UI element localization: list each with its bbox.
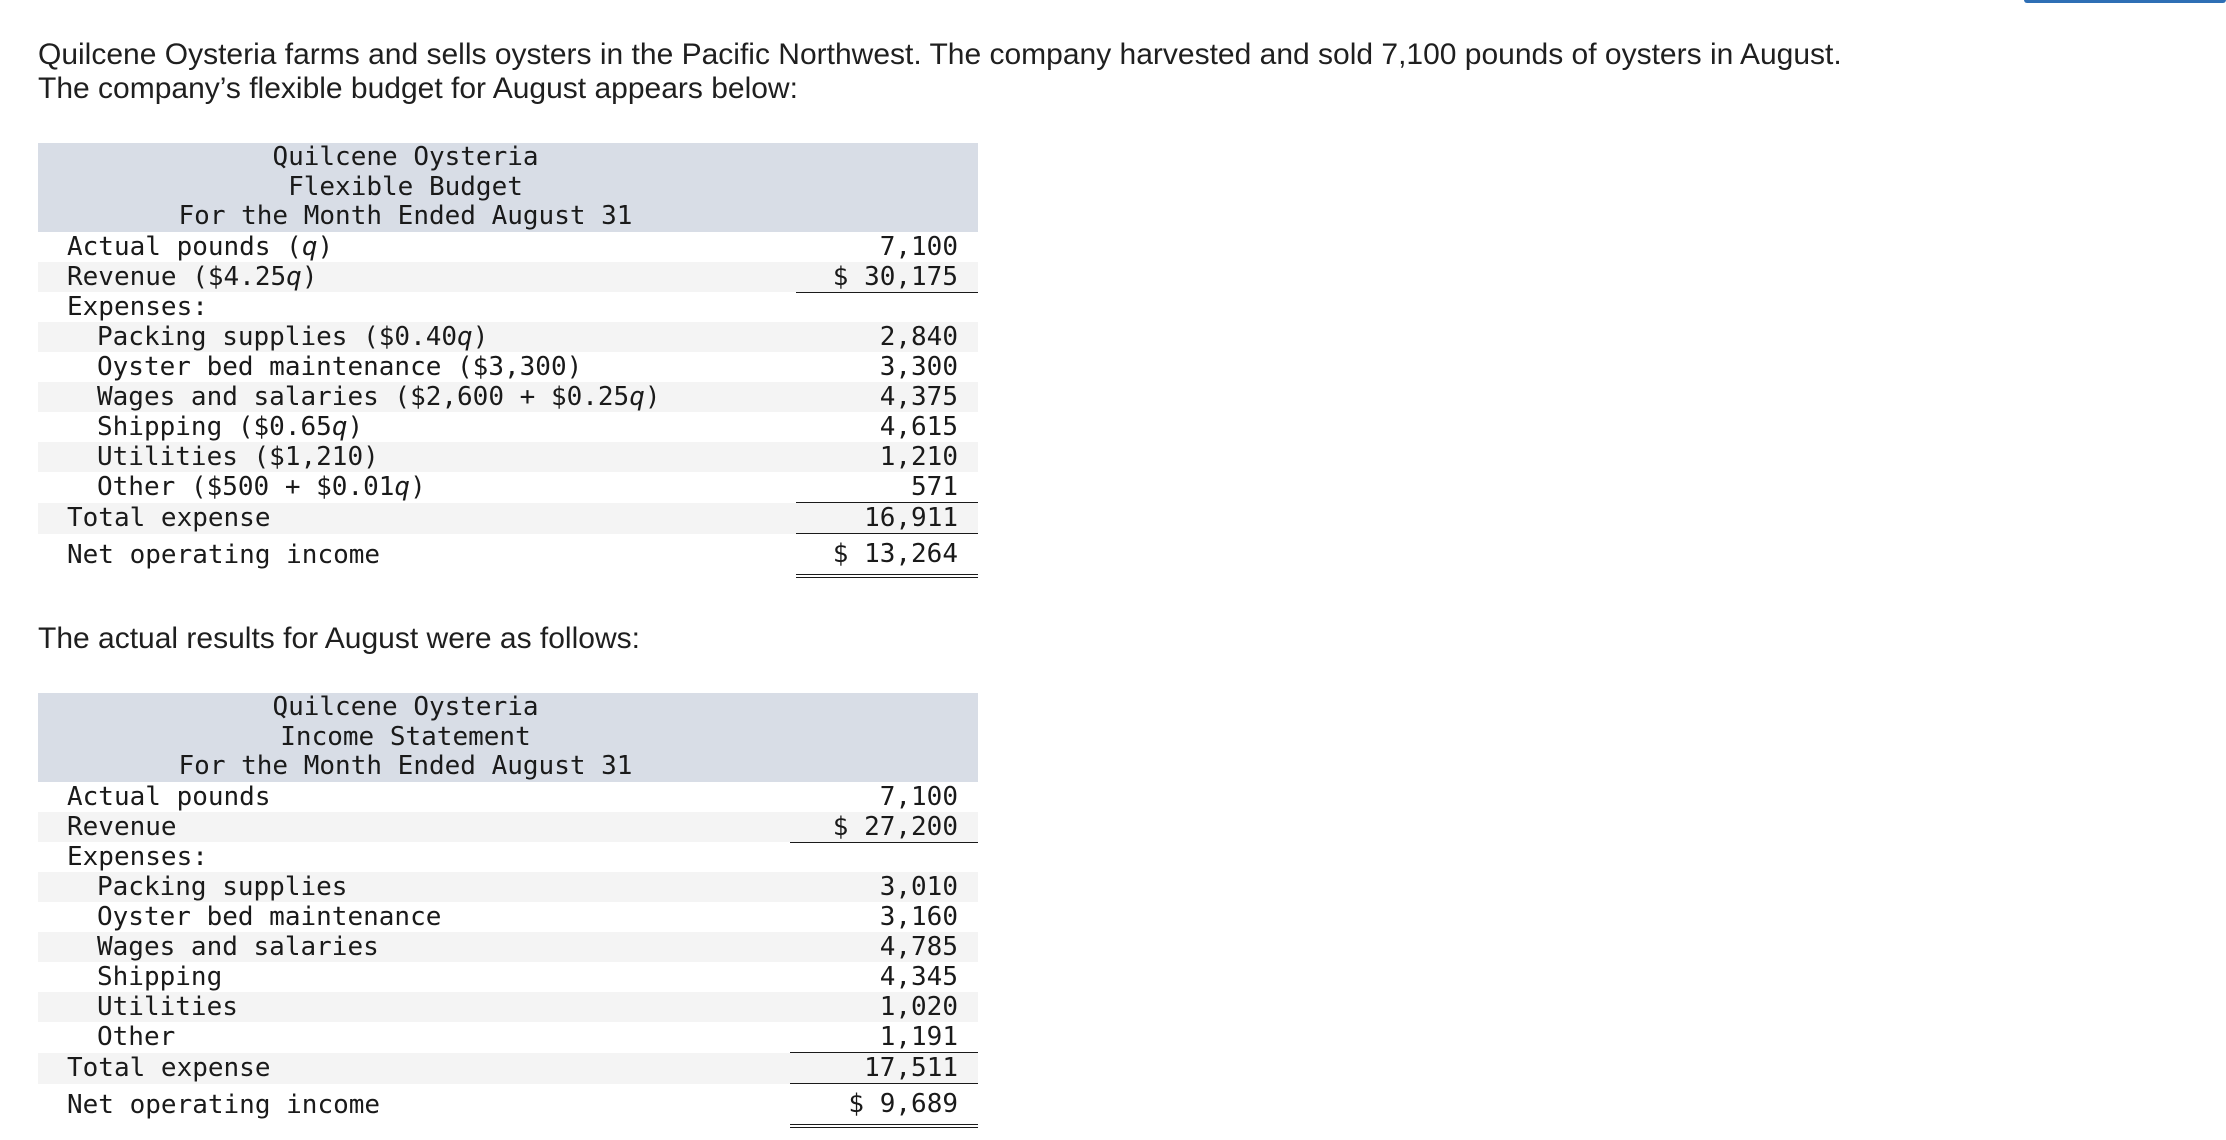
- row-label: Other ($500 + $0.01q): [97, 472, 426, 503]
- row-label: Packing supplies: [38, 872, 790, 902]
- table-subtitle: Flexible Budget: [288, 171, 523, 202]
- row-label: Actual pounds (q): [67, 231, 334, 262]
- table-row: [38, 382, 978, 412]
- row-value: [796, 292, 978, 322]
- table-row: [38, 472, 978, 503]
- row-label: Total expense: [38, 503, 796, 534]
- row-value: 7,100: [879, 781, 958, 812]
- row-label: Revenue: [38, 812, 790, 843]
- row-value: 3,160: [879, 902, 958, 932]
- table-row: [38, 503, 978, 534]
- row-label: Revenue ($4.25q): [38, 262, 796, 293]
- row-label: Total expense: [38, 1053, 790, 1084]
- row-value: [790, 842, 978, 872]
- row-label: Shipping ($0.65q): [97, 412, 364, 442]
- table-row: [38, 1053, 978, 1084]
- row-value: 4,615: [879, 412, 958, 442]
- intro-paragraph: Quilcene Oysteria farms and sells oysters in the Pacific Northwest. The company harvested and sold 7,100 pounds of oysters in August. The company’s flexible budget for August appears below:: [38, 38, 1842, 105]
- table-row: [38, 322, 978, 352]
- table-row: [38, 412, 978, 442]
- row-value: 3,300: [879, 352, 958, 382]
- table-row: [38, 932, 978, 962]
- row-label: Wages and salaries: [38, 932, 790, 962]
- table-row: [38, 352, 978, 382]
- row-label: Oyster bed maintenance ($3,300): [97, 352, 583, 382]
- row-label: Actual pounds: [67, 781, 271, 812]
- row-value: 4,375: [796, 382, 978, 412]
- row-value: 1,191: [879, 1022, 958, 1052]
- flexible-budget-table: [38, 143, 978, 578]
- row-label: Oyster bed maintenance: [97, 902, 442, 932]
- row-label: Expenses:: [67, 842, 208, 872]
- row-value: 4,785: [790, 932, 978, 962]
- row-value: 571: [911, 472, 958, 502]
- table-row: [38, 1022, 978, 1053]
- income-statement-table: [38, 693, 978, 1128]
- table-subtitle: Income Statement: [280, 721, 531, 752]
- table-row: [38, 442, 978, 472]
- row-value: $ 13,264: [796, 534, 978, 577]
- table-title: Quilcene Oysteria: [272, 692, 539, 722]
- row-value: 1,210: [796, 442, 978, 472]
- row-label: Net operating income: [67, 539, 381, 570]
- row-label: Expenses:: [67, 292, 208, 322]
- table-row: [38, 872, 978, 902]
- table-row: [38, 262, 978, 293]
- table-row: [38, 842, 978, 872]
- row-label: Net operating income: [67, 1089, 381, 1120]
- table-period: For the Month Ended August 31: [178, 751, 633, 781]
- row-value: 3,010: [790, 872, 978, 902]
- row-value: $ 27,200: [790, 812, 978, 843]
- table-row: [38, 534, 978, 577]
- row-label: Shipping: [97, 962, 223, 992]
- actual-results-paragraph: The actual results for August were as follows:: [38, 622, 640, 655]
- table-row: [38, 962, 978, 992]
- row-label: Wages and salaries ($2,600 + $0.25q): [38, 382, 796, 412]
- row-label: Other: [97, 1022, 176, 1053]
- table-row: [38, 902, 978, 932]
- row-value: 17,511: [790, 1053, 978, 1084]
- row-value: 4,345: [879, 962, 958, 992]
- row-label: Packing supplies ($0.40q): [38, 322, 796, 352]
- table-row: [38, 292, 978, 322]
- table-row: [38, 782, 978, 812]
- row-label: Utilities ($1,210): [38, 442, 796, 472]
- table-period: For the Month Ended August 31: [178, 201, 633, 231]
- table-row: [38, 992, 978, 1022]
- table-row: [38, 232, 978, 262]
- row-value: 2,840: [796, 322, 978, 352]
- row-value: $ 30,175: [796, 262, 978, 293]
- row-value: 16,911: [796, 503, 978, 534]
- table-row: [38, 1084, 978, 1127]
- table-title: Quilcene Oysteria: [272, 142, 539, 172]
- table-row: [38, 812, 978, 843]
- row-label: Utilities: [38, 992, 790, 1022]
- top-accent-bar: [2024, 0, 2226, 3]
- row-value: $ 9,689: [790, 1084, 978, 1127]
- row-value: 7,100: [879, 231, 958, 262]
- row-value: 1,020: [790, 992, 978, 1022]
